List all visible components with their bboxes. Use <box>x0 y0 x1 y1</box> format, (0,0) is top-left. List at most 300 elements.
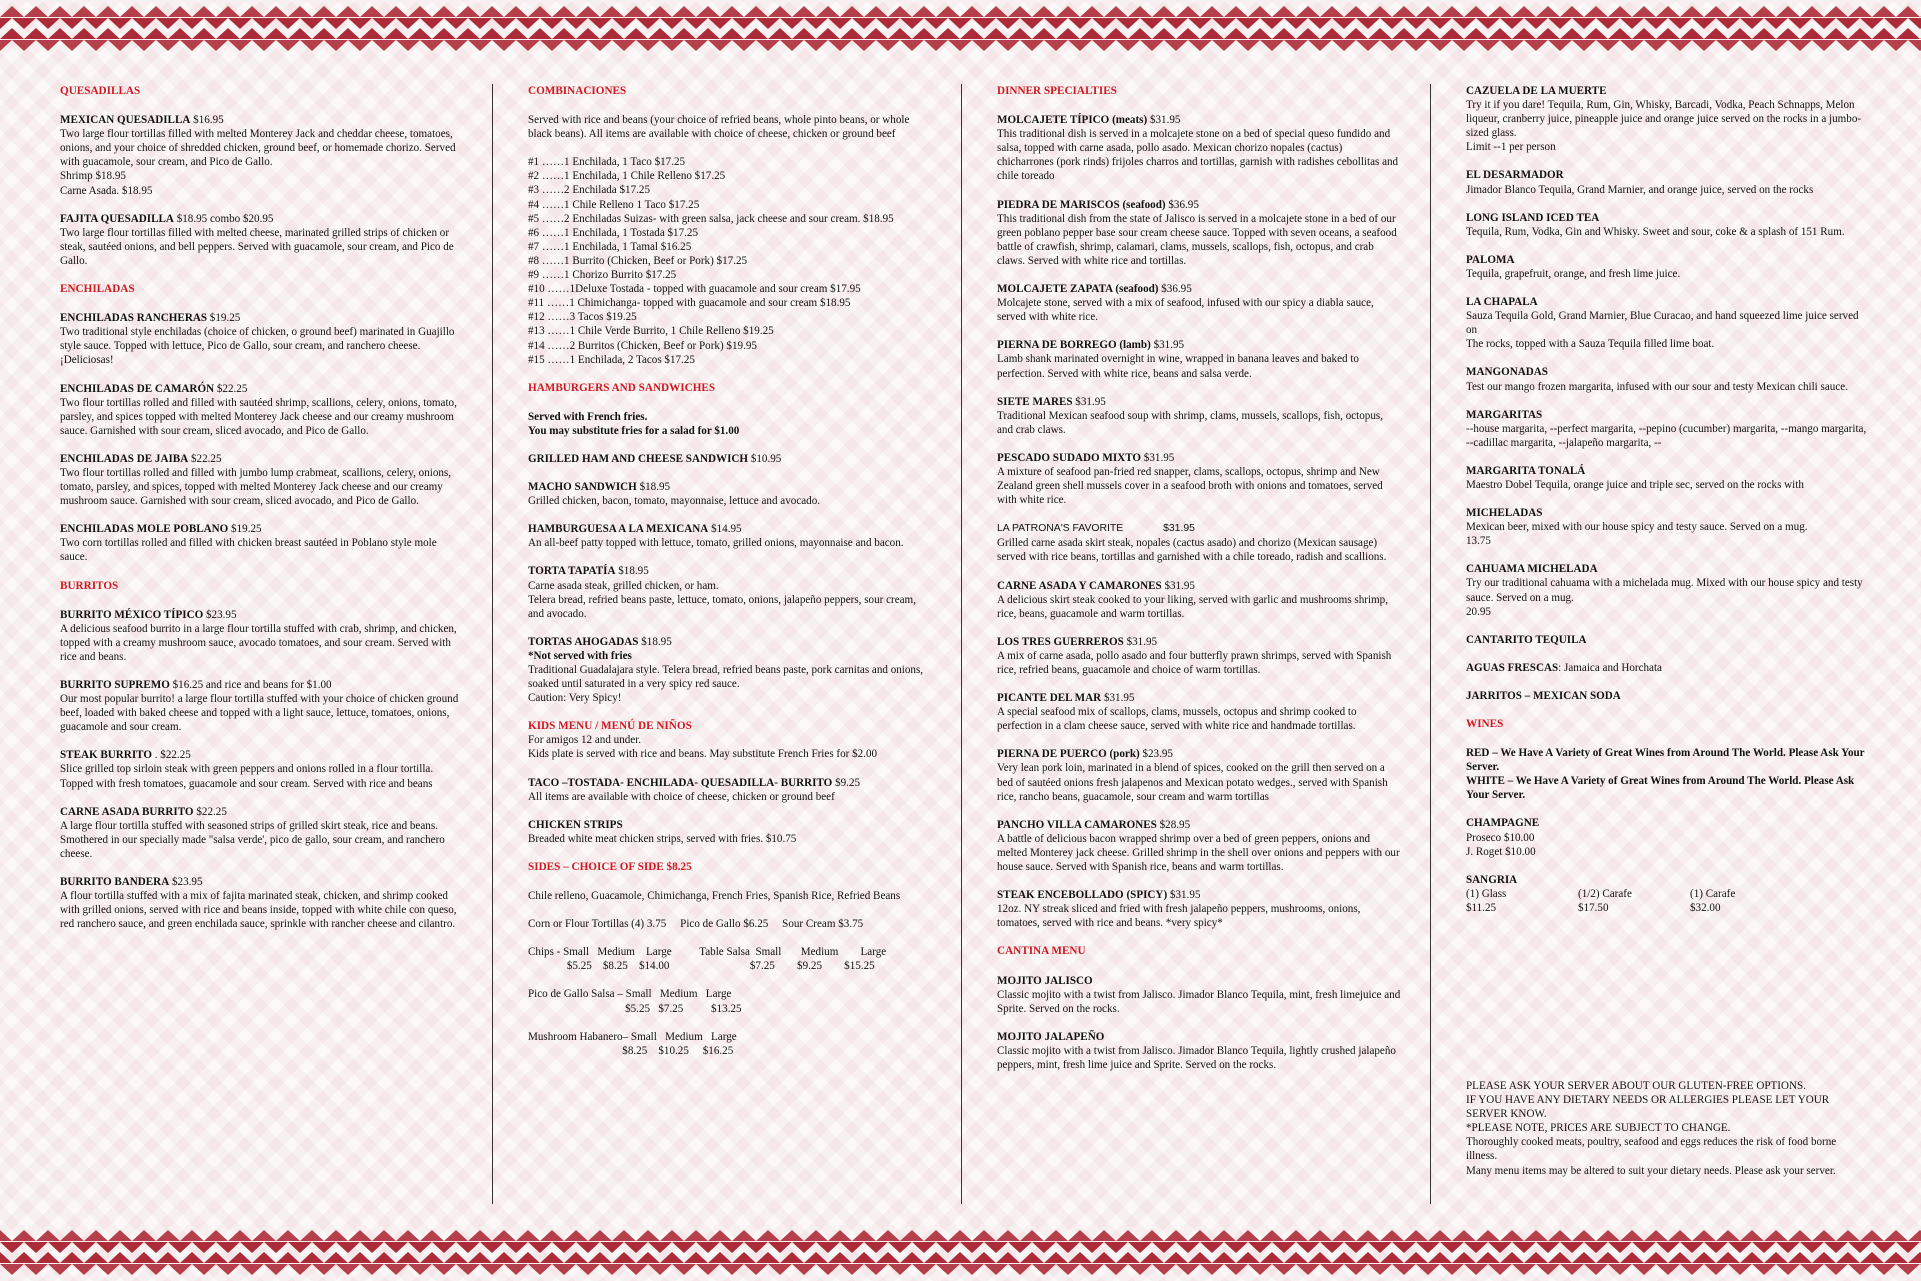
border-triangle <box>1632 1264 1656 1275</box>
item-description: 12oz. NY streak sliced and fried with fresh jalapeño peppers, mushrooms, onions, tomatoes, served with rice and beans. *very spicy* <box>997 903 1361 930</box>
combo-item: #8 ……1 Burrito (Chicken, Beef or Pork) $17.25 <box>528 254 748 267</box>
section-title-combinaciones: COMBINACIONES <box>528 85 627 97</box>
border-triangle <box>876 1230 900 1241</box>
hamburgers-note-line: You may substitute fries for a salad for $1.00 <box>528 424 740 437</box>
border-triangle <box>1164 1252 1188 1263</box>
item-price: $31.95 <box>1123 635 1158 648</box>
border-triangle <box>1716 1252 1740 1263</box>
border-triangle <box>408 6 432 17</box>
border-triangle <box>1260 1230 1284 1241</box>
border-triangle <box>1608 28 1632 39</box>
border-triangle <box>156 1252 180 1263</box>
item-name: PIERNA DE BORREGO (lamb) <box>997 339 1151 352</box>
item-name: LA CHAPALA <box>1466 296 1538 309</box>
border-triangle <box>600 1242 624 1253</box>
border-triangle <box>732 18 756 29</box>
border-triangle <box>1836 1252 1860 1263</box>
border-triangle <box>1356 1230 1380 1241</box>
border-triangle <box>108 1230 132 1241</box>
border-triangle <box>708 18 732 29</box>
border-triangle <box>1344 28 1368 39</box>
border-triangle <box>1764 40 1788 51</box>
item-description: --house margarita, --perfect margarita, --pepino (cucumber) margarita, --mango margarita, --cadillac margarita, --jalapeño margarita, -- <box>1466 422 1867 449</box>
border-triangle <box>360 1242 384 1253</box>
border-triangle <box>1524 1252 1548 1263</box>
border-triangle <box>1284 1230 1308 1241</box>
border-triangle <box>1656 6 1680 17</box>
border-triangle <box>1272 1264 1296 1275</box>
border-triangle <box>1056 28 1080 39</box>
border-triangle <box>60 1230 84 1241</box>
border-triangle <box>1380 1252 1404 1263</box>
border-triangle <box>360 28 384 39</box>
border-triangle <box>948 18 972 29</box>
menu-item-molcajete-zapata <box>997 282 1401 324</box>
border-triangle <box>168 6 192 17</box>
combo-item: #14 ……2 Burritos (Chicken, Beef or Pork) $19.95 <box>528 339 757 352</box>
border-triangle <box>708 1252 732 1263</box>
item-description: Traditional Mexican seafood soup with shrimp, clams, mussels, scallops, fish, octopus, and crab claws. <box>997 409 1383 436</box>
chips-values: $5.25 $8.25 $14.00 $7.25 $9.25 $15.25 <box>528 960 875 973</box>
border-triangle <box>180 1230 204 1241</box>
border-triangle <box>1104 1242 1128 1253</box>
border-triangle <box>1308 1252 1332 1263</box>
kids-note-line: Kids plate is served with rice and beans. May substitute French Fries for $2.00 <box>528 748 878 761</box>
border-triangle <box>132 1252 156 1263</box>
notice-line: IF YOU HAVE ANY DIETARY NEEDS OR ALLERGIES PLEASE LET YOUR SERVER KNOW. <box>1466 1094 1830 1121</box>
item-name: ENCHILADAS DE CAMARÓN <box>60 382 215 395</box>
border-triangle <box>504 28 528 39</box>
border-triangle <box>1596 18 1620 29</box>
column-divider <box>961 84 962 1204</box>
border-triangle <box>1164 1230 1188 1241</box>
top-decorative-border <box>0 0 1921 52</box>
border-triangle <box>1848 1264 1872 1275</box>
dietary-notice <box>1466 1079 1870 1178</box>
mushroom-values: $8.25 $10.25 $16.25 <box>528 1044 734 1057</box>
item-name: CHAMPAGNE <box>1466 817 1540 830</box>
border-triangle <box>12 1252 36 1263</box>
section-title-kids-menu: KIDS MENU / MENÚ DE NIÑOS <box>528 720 692 733</box>
border-triangle <box>264 1242 288 1253</box>
border-triangle <box>24 6 48 17</box>
border-triangle <box>864 6 888 17</box>
border-triangle <box>900 1230 924 1241</box>
item-description: A delicious skirt steak cooked to your liking, served with garlic and mushrooms shrimp, rice, beans, guacamole and warm tortillas. <box>997 593 1388 620</box>
border-triangle <box>1872 28 1896 39</box>
border-triangle <box>972 1252 996 1263</box>
item-name: MOJITO JALISCO <box>997 974 1093 987</box>
border-triangle <box>1440 1264 1464 1275</box>
border-triangle <box>1356 18 1380 29</box>
border-triangle <box>1596 40 1620 51</box>
border-triangle <box>552 1264 576 1275</box>
border-triangle <box>1896 1242 1920 1253</box>
border-triangle <box>1332 40 1356 51</box>
item-name: STEAK ENCEBOLLADO (SPICY) <box>997 889 1168 902</box>
border-triangle <box>612 1252 636 1263</box>
border-triangle <box>756 40 780 51</box>
border-triangle <box>1884 40 1908 51</box>
border-triangle <box>1728 1242 1752 1253</box>
border-triangle <box>120 1264 144 1275</box>
pico-header: Pico de Gallo Salsa – Small Medium Large <box>528 988 732 1001</box>
border-triangle <box>1368 1264 1392 1275</box>
border-triangle <box>864 1242 888 1253</box>
section-title-cantina-menu: CANTINA MENU <box>997 945 1086 958</box>
combo-item: #3 ……2 Enchilada $17.25 <box>528 184 651 197</box>
border-triangle <box>1548 1252 1572 1263</box>
border-triangle <box>540 40 564 51</box>
border-triangle <box>1656 28 1680 39</box>
border-triangle <box>1440 1242 1464 1253</box>
border-triangle <box>984 1264 1008 1275</box>
border-triangle <box>1212 40 1236 51</box>
border-triangle <box>552 28 576 39</box>
menu-item-carne-asada-burrito <box>60 805 464 861</box>
border-triangle <box>1548 40 1572 51</box>
border-triangle <box>468 40 492 51</box>
border-triangle <box>1704 6 1728 17</box>
border-triangle <box>1176 1242 1200 1253</box>
border-triangle <box>744 6 768 17</box>
border-triangle <box>516 1230 540 1241</box>
border-triangle <box>1032 6 1056 17</box>
border-triangle <box>552 1242 576 1253</box>
border-triangle <box>108 18 132 29</box>
border-triangle <box>612 40 636 51</box>
border-triangle <box>1080 1242 1104 1253</box>
border-triangle <box>1428 1230 1452 1241</box>
menu-item-steak-burrito <box>60 748 464 790</box>
border-triangle <box>324 1230 348 1241</box>
border-triangle <box>576 28 600 39</box>
item-name: MARGARITA TONALÁ <box>1466 464 1586 477</box>
menu-item-tres-guerreros <box>997 635 1401 677</box>
item-price: $36.95 <box>1165 198 1199 211</box>
wines-list <box>1466 746 1870 802</box>
border-triangle <box>348 18 372 29</box>
border-triangle <box>204 40 228 51</box>
border-triangle <box>1440 28 1464 39</box>
border-triangle <box>216 6 240 17</box>
border-triangle <box>240 6 264 17</box>
mushroom-header: Mushroom Habanero– Small Medium Large <box>528 1030 737 1043</box>
border-triangle <box>600 1264 624 1275</box>
item-description: : Jamaica and Horchata <box>1558 661 1662 674</box>
triangle-pattern-icon <box>0 0 1921 52</box>
border-triangle <box>1068 1252 1092 1263</box>
item-name: CARNE ASADA Y CAMARONES <box>997 579 1162 592</box>
border-triangle <box>1152 28 1176 39</box>
border-triangle <box>372 1252 396 1263</box>
border-triangle <box>384 1264 408 1275</box>
menu-item-cantarito <box>1466 633 1870 647</box>
border-triangle <box>1392 1242 1416 1253</box>
border-triangle <box>1272 1242 1296 1253</box>
border-triangle <box>204 1230 228 1241</box>
item-description: Carne asada steak, grilled chicken, or ham. <box>528 579 719 592</box>
item-price: . $22.25 <box>151 749 191 762</box>
border-triangle <box>1776 1242 1800 1253</box>
border-triangle <box>312 1264 336 1275</box>
border-triangle <box>84 18 108 29</box>
border-triangle <box>1680 1264 1704 1275</box>
border-triangle <box>1488 6 1512 17</box>
border-triangle <box>1596 1252 1620 1263</box>
border-triangle <box>1224 28 1248 39</box>
border-triangle <box>264 6 288 17</box>
section-title-sides: SIDES – CHOICE OF SIDE $8.25 <box>528 860 692 873</box>
border-triangle <box>888 6 912 17</box>
border-triangle <box>12 18 36 29</box>
border-triangle <box>1572 40 1596 51</box>
item-description: Two large flour tortillas filled with melted Monterey Jack and cheddar cheese, tomatoes, onions, and your choice of shredded chicken, ground beef, or homemade chorizo. Served with guacamole, sour cream, and Pico de Gallo. <box>60 128 456 169</box>
border-triangle <box>720 1264 744 1275</box>
mushroom-prices <box>528 1030 932 1058</box>
border-triangle <box>588 40 612 51</box>
border-triangle <box>684 40 708 51</box>
border-triangle <box>324 1252 348 1263</box>
border-triangle <box>1788 1230 1812 1241</box>
item-name: CANTARITO TEQUILA <box>1466 633 1587 646</box>
border-triangle <box>24 1242 48 1253</box>
border-triangle <box>1812 1252 1836 1263</box>
item-name: CHICKEN STRIPS <box>528 818 623 831</box>
triangle-pattern-icon <box>0 1229 1921 1281</box>
border-triangle <box>1524 40 1548 51</box>
border-triangle <box>1104 1264 1128 1275</box>
border-triangle <box>252 1252 276 1263</box>
border-triangle <box>1452 1230 1476 1241</box>
border-triangle <box>420 40 444 51</box>
champagne-option: Proseco $10.00 <box>1466 831 1535 844</box>
border-triangle <box>1788 18 1812 29</box>
menu-item-macho-sandwich <box>528 480 932 508</box>
border-triangle <box>1296 1242 1320 1253</box>
border-triangle <box>384 1242 408 1253</box>
border-triangle <box>1764 1230 1788 1241</box>
border-triangle <box>1188 18 1212 29</box>
border-triangle <box>540 18 564 29</box>
item-name: CAHUAMA MICHELADA <box>1466 563 1598 576</box>
border-triangle <box>1380 1230 1404 1241</box>
border-triangle <box>660 40 684 51</box>
border-triangle <box>936 6 960 17</box>
item-name: PIEDRA DE MARISCOS (seafood) <box>997 198 1166 211</box>
border-triangle <box>744 1242 768 1253</box>
border-triangle <box>864 28 888 39</box>
border-triangle <box>1332 1230 1356 1241</box>
notice-line: PLEASE ASK YOUR SERVER ABOUT OUR GLUTEN-FREE OPTIONS. <box>1466 1080 1806 1092</box>
border-triangle <box>1644 18 1668 29</box>
border-triangle <box>996 18 1020 29</box>
pico-values: $5.25 $7.25 $13.25 <box>528 1002 742 1015</box>
border-triangle <box>60 1252 84 1263</box>
chips-prices <box>528 945 932 973</box>
item-name: PIERNA DE PUERCO (pork) <box>997 748 1140 761</box>
item-description: Classic mojito with a twist from Jalisco. Jimador Blanco Tequila, mint, fresh limejuice and Sprite. Served on the rocks. <box>997 988 1401 1015</box>
border-triangle <box>1188 40 1212 51</box>
border-triangle <box>948 1252 972 1263</box>
item-description: Telera bread, refried beans paste, lettuce, tomato, onions, jalapeño peppers, sour cream, and avocado. <box>528 593 916 620</box>
border-triangle <box>1164 18 1188 29</box>
sangria-sizes <box>1466 887 1870 901</box>
border-triangle <box>72 1242 96 1253</box>
border-triangle <box>804 40 828 51</box>
border-triangle <box>768 1264 792 1275</box>
border-triangle <box>1500 1252 1524 1263</box>
border-triangle <box>1464 6 1488 17</box>
border-triangle <box>948 1230 972 1241</box>
item-price: $23.95 <box>1139 748 1173 761</box>
border-triangle <box>48 1264 72 1275</box>
border-triangle <box>1044 1230 1068 1241</box>
border-triangle <box>300 1230 324 1241</box>
border-triangle <box>336 28 360 39</box>
border-triangle <box>972 40 996 51</box>
border-triangle <box>672 28 696 39</box>
border-triangle <box>1488 28 1512 39</box>
border-triangle <box>1140 18 1164 29</box>
border-triangle <box>324 40 348 51</box>
border-triangle <box>720 28 744 39</box>
menu-item-steak-encebollado <box>997 888 1401 930</box>
border-triangle <box>360 6 384 17</box>
border-triangle <box>1140 40 1164 51</box>
border-triangle <box>1476 18 1500 29</box>
notice-line: Thoroughly cooked meats, poultry, seafood and eggs reduces the risk of food borne illness. <box>1466 1136 1837 1163</box>
item-description: A mix of carne asada, pollo asado and four butterfly prawn shrimps, served with Spanish rice, refried beans, guacamole and choice of warm tortillas. <box>997 649 1392 676</box>
item-description: An all-beef patty topped with lettuce, tomato, grilled onions, mayonnaise and bacon. <box>528 537 904 550</box>
item-description: Try it if you dare! Tequila, Rum, Gin, Whisky, Barcadi, Vodka, Peach Schnapps, Melon liqueur, cranberry juice, pineapple juice and orange juice served on the rocks in a jumbo-sized glass. <box>1466 99 1862 140</box>
border-triangle <box>84 1230 108 1241</box>
item-description: A battle of delicious bacon wrapped shrimp over a bed of green peppers, onions and melted Monterey jack cheese. Grilled shrimp in the shell over onions and peppers with our house sauce. Served with Spanish rice, beans and warm tortillas. <box>997 832 1400 874</box>
menu-item-paloma <box>1466 253 1870 281</box>
item-description: Tequila, grapefruit, orange, and fresh lime juice. <box>1466 267 1681 280</box>
border-triangle <box>180 18 204 29</box>
item-description: Try our traditional cahuama with a michelada mug. Mixed with our house spicy and testy sauce. Served on a mug. <box>1466 577 1863 604</box>
border-triangle <box>84 40 108 51</box>
border-triangle <box>456 6 480 17</box>
item-description: Maestro Dobel Tequila, orange juice and triple sec, served on the rocks with <box>1466 478 1804 491</box>
border-triangle <box>144 1264 168 1275</box>
border-triangle <box>780 40 804 51</box>
border-triangle <box>516 40 540 51</box>
border-triangle <box>840 1242 864 1253</box>
item-price: $31.95 <box>1161 579 1195 592</box>
border-triangle <box>1752 28 1776 39</box>
border-triangle <box>0 18 12 29</box>
border-triangle <box>1428 40 1452 51</box>
combo-list <box>528 155 932 366</box>
border-triangle <box>708 1230 732 1241</box>
border-triangle <box>876 18 900 29</box>
border-triangle <box>828 1230 852 1241</box>
notice-line: *PLEASE NOTE, PRICES ARE SUBJECT TO CHANGE. <box>1466 1122 1731 1135</box>
border-triangle <box>1320 6 1344 17</box>
border-triangle <box>1644 1252 1668 1263</box>
border-triangle <box>204 18 228 29</box>
border-triangle <box>1308 18 1332 29</box>
border-triangle <box>1404 40 1428 51</box>
border-triangle <box>576 1264 600 1275</box>
border-triangle <box>1140 1230 1164 1241</box>
border-triangle <box>1344 1264 1368 1275</box>
border-triangle <box>1224 6 1248 17</box>
item-name: TACO –TOSTADA- ENCHILADA- QUESADILLA- BURRITO <box>528 776 833 789</box>
border-triangle <box>1140 1252 1164 1263</box>
item-price: $31.95 <box>1167 889 1201 902</box>
border-triangle <box>0 28 24 39</box>
border-triangle <box>1008 28 1032 39</box>
border-triangle <box>1632 28 1656 39</box>
border-triangle <box>744 28 768 39</box>
border-triangle <box>384 28 408 39</box>
border-triangle <box>12 1230 36 1241</box>
border-triangle <box>156 1230 180 1241</box>
border-triangle <box>1068 40 1092 51</box>
border-triangle <box>1776 1264 1800 1275</box>
border-triangle <box>1332 1252 1356 1263</box>
border-triangle <box>1368 6 1392 17</box>
border-triangle <box>1116 1230 1140 1241</box>
border-triangle <box>1416 1264 1440 1275</box>
item-name: MANGONADAS <box>1466 366 1548 379</box>
item-price: $31.95 <box>1141 451 1175 464</box>
border-triangle <box>1236 18 1260 29</box>
item-description: A delicious seafood burrito in a large flour tortilla stuffed with crab, shrimp, and chicken, topped with a creamy mushroom sauce, avocado tomatoes, and sour cream. Served with rice and beans. <box>60 622 457 663</box>
border-triangle <box>1692 1230 1716 1241</box>
border-triangle <box>636 1252 660 1263</box>
border-triangle <box>120 6 144 17</box>
border-triangle <box>1356 1252 1380 1263</box>
border-triangle <box>696 6 720 17</box>
border-triangle <box>480 1242 504 1253</box>
border-triangle <box>1368 28 1392 39</box>
border-triangle <box>192 1242 216 1253</box>
border-triangle <box>996 1252 1020 1263</box>
menu-column-3 <box>997 84 1401 1204</box>
menu-item-burrito-mexico <box>60 608 464 664</box>
menu-item-mojito-jalapeno <box>997 1030 1401 1072</box>
menu-item-pierna-borrego <box>997 338 1401 380</box>
menu-item-champagne <box>1466 816 1870 858</box>
border-triangle <box>36 1230 60 1241</box>
border-triangle <box>1428 18 1452 29</box>
border-triangle <box>1092 40 1116 51</box>
border-triangle <box>1044 40 1068 51</box>
border-triangle <box>1572 18 1596 29</box>
border-triangle <box>192 6 216 17</box>
menu-item-burrito-supremo <box>60 678 464 734</box>
border-triangle <box>984 28 1008 39</box>
menu-item-cazuela <box>1466 84 1870 154</box>
border-triangle <box>1572 1252 1596 1263</box>
menu-item-mangonadas <box>1466 365 1870 393</box>
border-triangle <box>1668 1252 1692 1263</box>
menu-item-enchiladas-jaiba <box>60 452 464 508</box>
border-triangle <box>996 40 1020 51</box>
item-name: ENCHILADAS RANCHERAS <box>60 312 208 325</box>
border-triangle <box>156 40 180 51</box>
border-triangle <box>168 28 192 39</box>
item-caution: Caution: Very Spicy! <box>528 692 622 705</box>
item-description: This traditional dish is served in a molcajete stone on a bed of special queso fundido and salsa, topped with carne asada, pollo asado. Mexican chorizo nopales (cactus) chicharrones (pork rinds) frijoles charros and tortillas, garnish with radishes cebollitas and chile toreado <box>997 128 1399 183</box>
border-triangle <box>1836 40 1860 51</box>
border-triangle <box>468 1252 492 1263</box>
border-triangle <box>432 28 456 39</box>
